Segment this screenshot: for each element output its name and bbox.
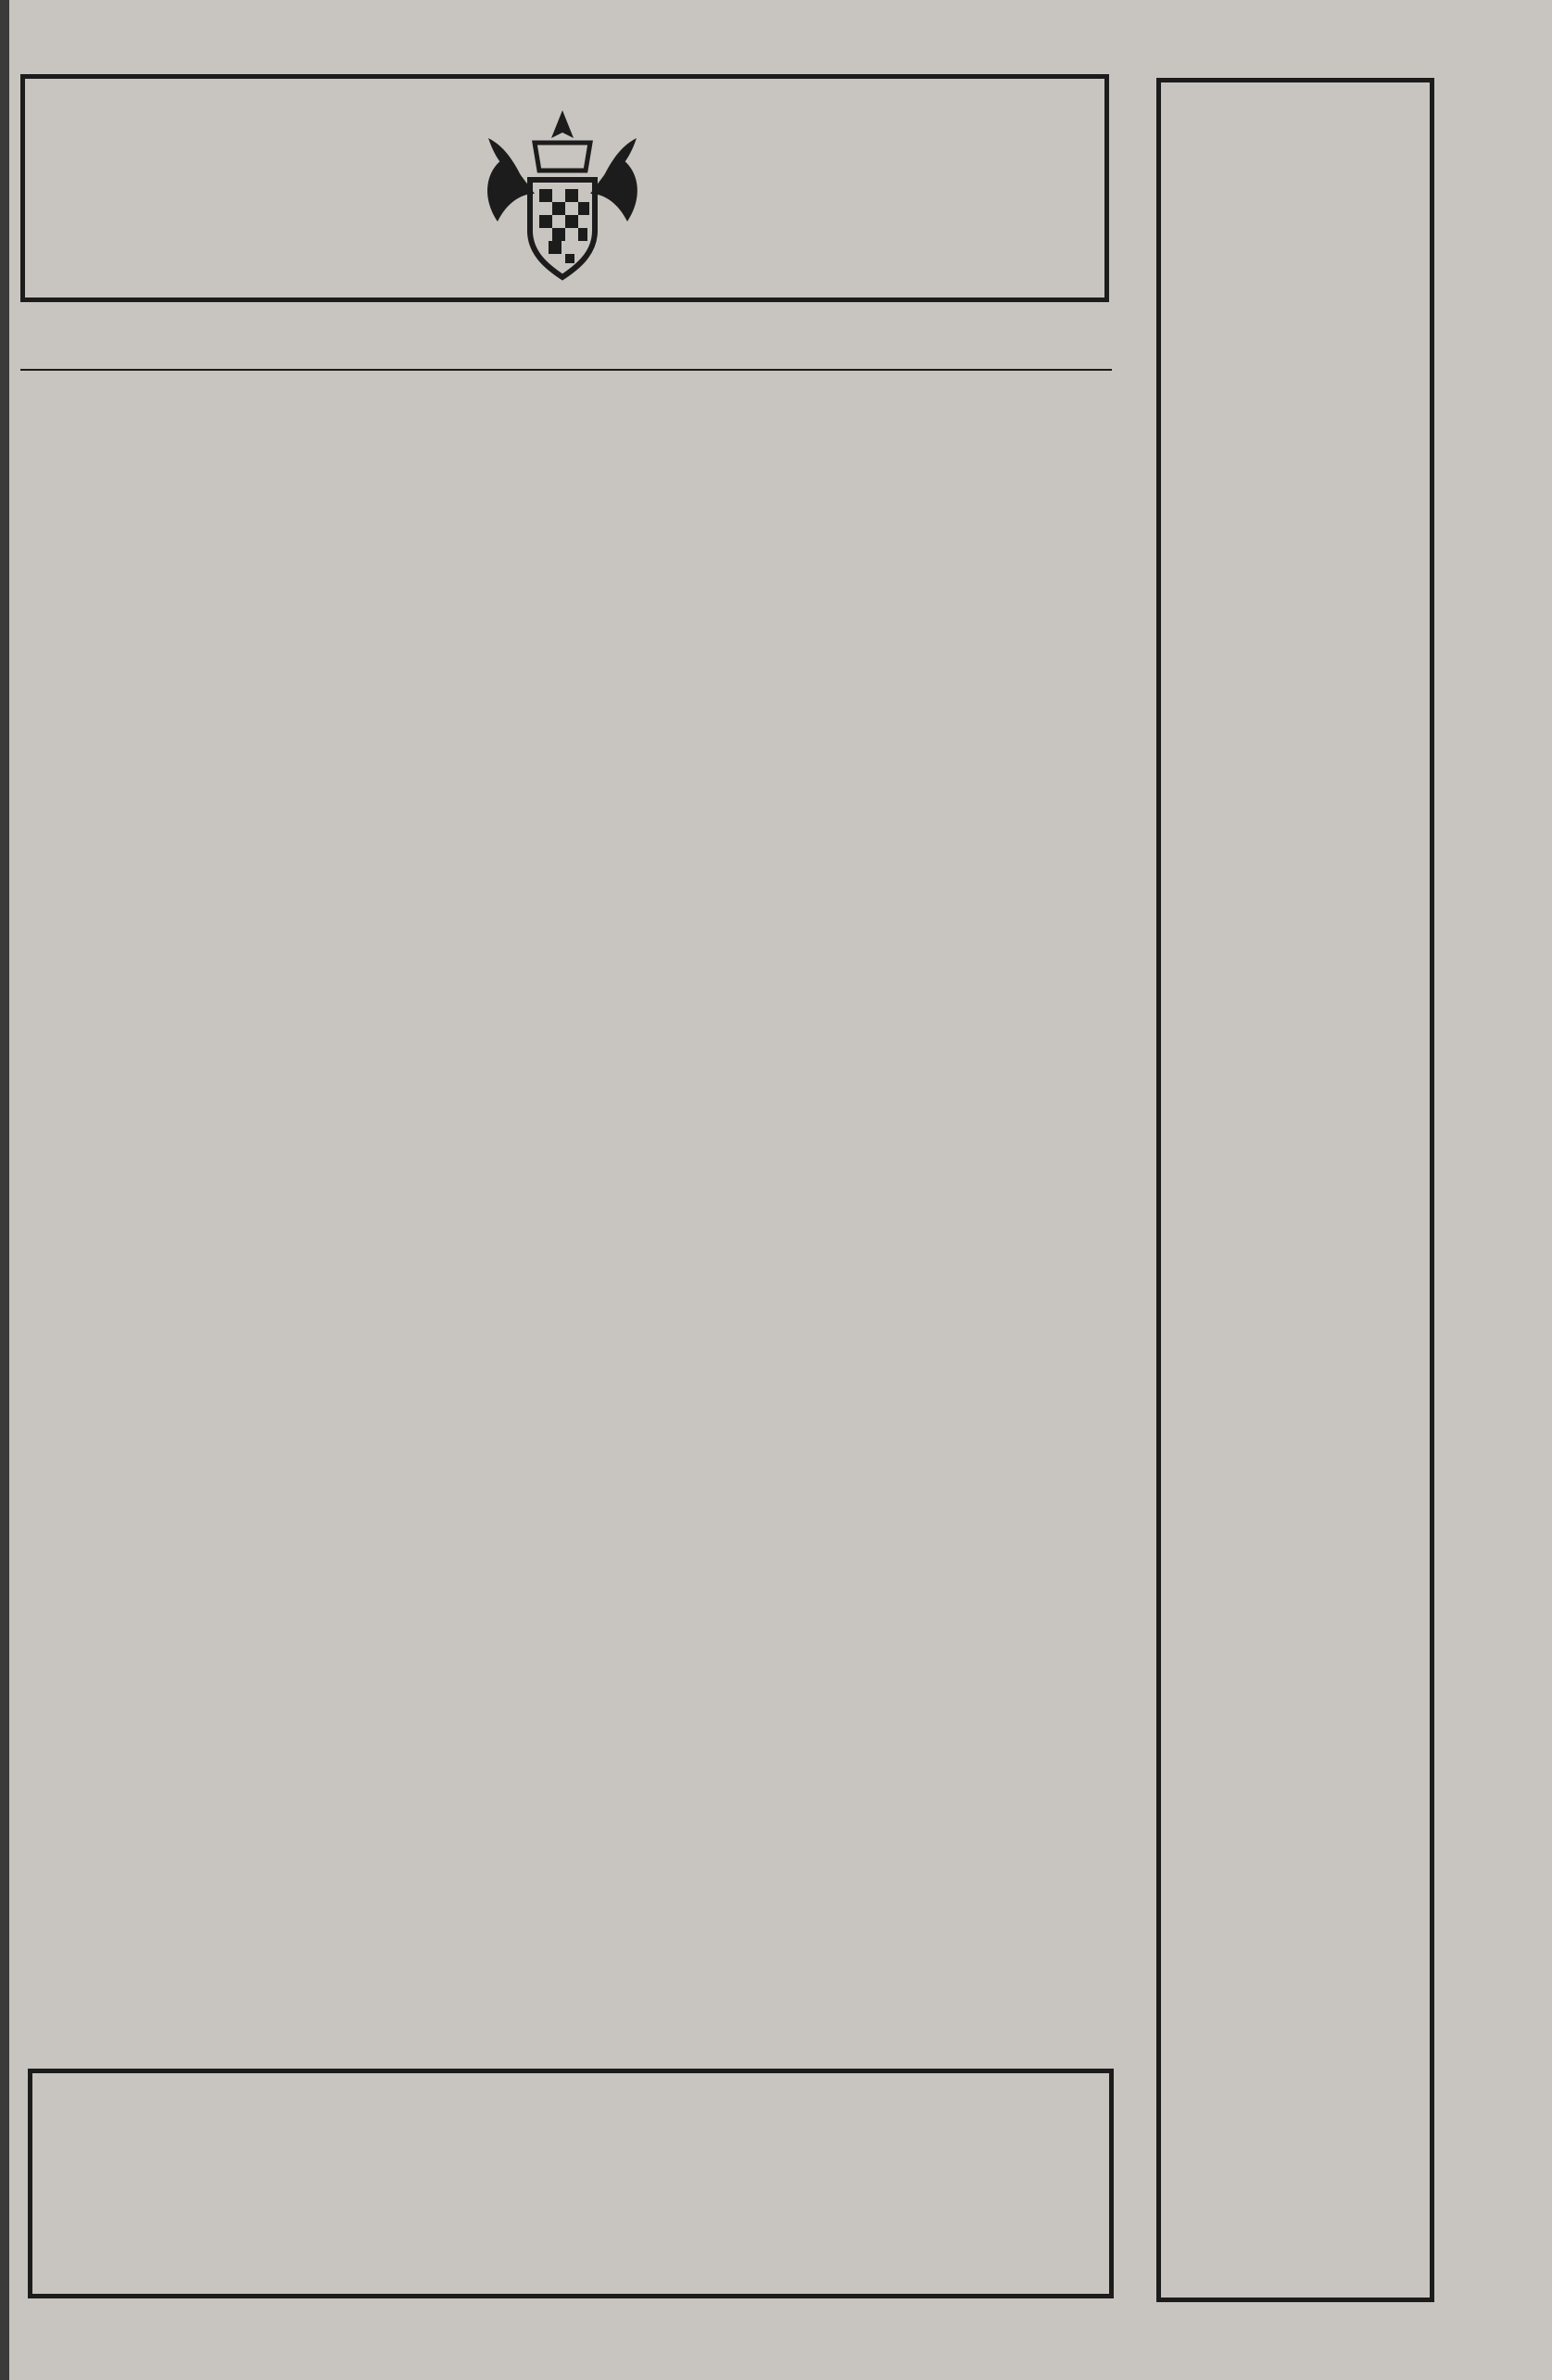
ad-contact bbox=[32, 2255, 1109, 2285]
header-rule bbox=[20, 369, 1112, 371]
van-deusens-ad bbox=[20, 74, 1109, 302]
pipers-store-ad bbox=[1156, 78, 1434, 2302]
peter-burger-ad bbox=[28, 2069, 1114, 2298]
coat-of-arms-icon bbox=[470, 101, 655, 286]
rotated-ad-content bbox=[1161, 82, 1430, 2298]
page-spine bbox=[0, 0, 9, 2380]
